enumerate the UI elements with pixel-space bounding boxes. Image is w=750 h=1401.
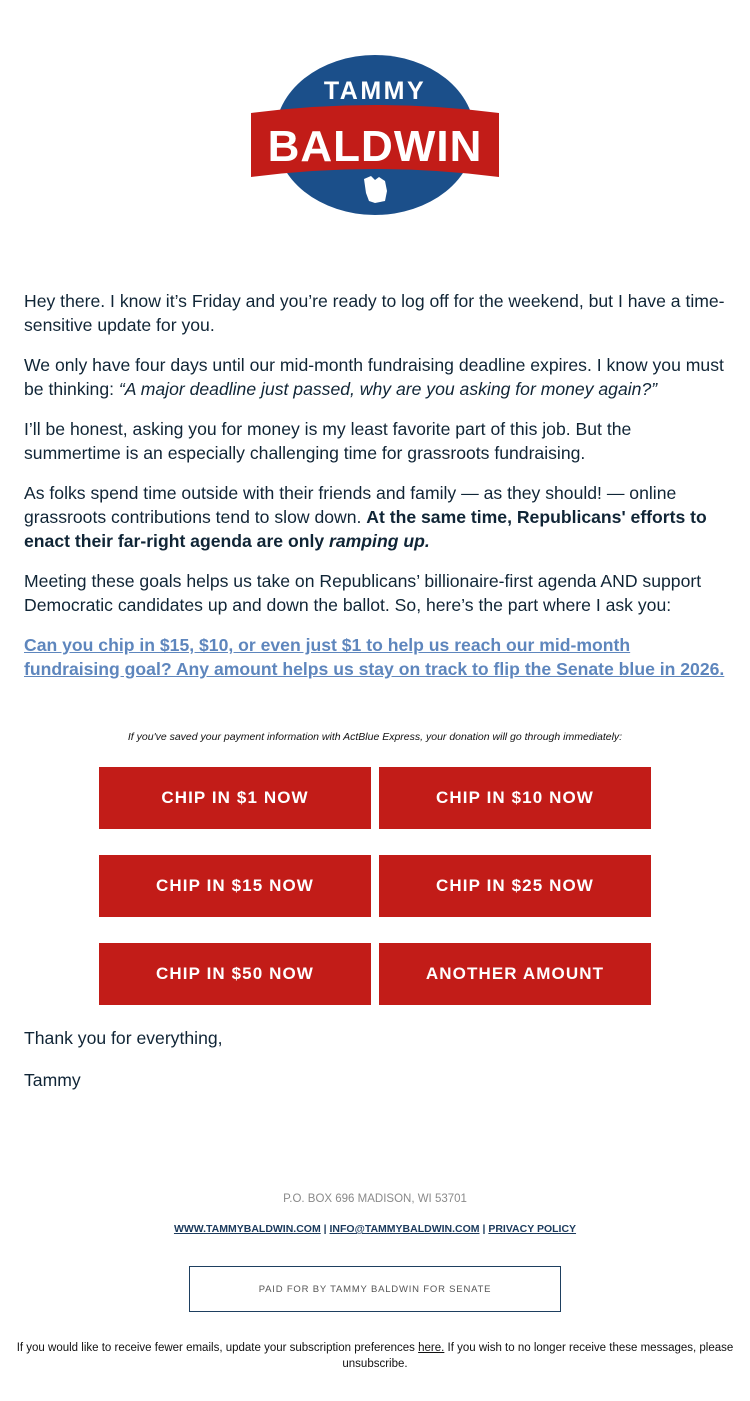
link-separator: |: [479, 1223, 489, 1235]
chip-in-25-button[interactable]: CHIP IN $25 NOW: [379, 855, 651, 917]
paragraph-greeting: Hey there. I know it’s Friday and you’re ready to log off for the weekend, but I have a time-sensitive update for you.: [24, 291, 725, 335]
link-separator: |: [320, 1223, 330, 1235]
footer-address: P.O. BOX 696 MADISON, WI 53701: [283, 1193, 467, 1205]
chip-in-1-button[interactable]: CHIP IN $1 NOW: [99, 767, 371, 829]
email-link[interactable]: INFO@TAMMYBALDWIN.COM: [329, 1223, 480, 1235]
donate-cta-link[interactable]: Can you chip in $15, $10, or even just $1 to help us reach our mid-month fundraising goal? Any amount helps us stay on track to flip the Senate blue in 2026.: [24, 635, 725, 679]
closing-line: Thank you for everything,: [24, 1028, 223, 1048]
paragraph-goals: Meeting these goals helps us take on Republicans’ billionaire-first agenda AND support Democratic candidates up and down the ballot. So, here’s the part where I ask you:: [24, 571, 702, 615]
subscription-preferences-link[interactable]: here.: [418, 1342, 445, 1354]
paragraph-summer: [24, 481, 729, 553]
actblue-express-note: If you've saved your payment information with ActBlue Express, your donation will go through immediately:: [127, 731, 623, 743]
campaign-logo: [249, 55, 501, 217]
email-body: [24, 289, 729, 697]
paragraph-deadline: [24, 353, 729, 401]
chip-in-10-button[interactable]: CHIP IN $10 NOW: [379, 767, 651, 829]
unsub-text-after: If you wish to no longer receive these messages, please unsubscribe.: [342, 1342, 734, 1370]
paragraph-honest: I’ll be honest, asking you for money is my least favorite part of this job. But the summertime is an especially challenging time for grassroots fundraising.: [24, 419, 632, 463]
paragraph-summer-text: As folks spend time outside with their friends and family — as they should! — online grassroots contributions tend to slow down.: [24, 483, 677, 527]
unsub-text-before: If you would like to receive fewer emails, update your subscription preferences: [16, 1342, 419, 1354]
chip-in-50-button[interactable]: CHIP IN $50 NOW: [99, 943, 371, 1005]
website-link[interactable]: WWW.TAMMYBALDWIN.COM: [173, 1223, 321, 1235]
another-amount-button[interactable]: ANOTHER AMOUNT: [379, 943, 651, 1005]
chip-in-15-button[interactable]: CHIP IN $15 NOW: [99, 855, 371, 917]
logo-top-text: TAMMY: [323, 77, 427, 105]
logo-main-text: BALDWIN: [267, 122, 483, 171]
paragraph-summer-emphasis: ramping up.: [329, 531, 430, 551]
paragraph-deadline-text: We only have four days until our mid-month fundraising deadline expires. I know you must be thinking:: [24, 355, 724, 399]
signature: Tammy: [24, 1070, 81, 1090]
paragraph-cta: [24, 633, 729, 681]
unsubscribe-notice: [14, 1340, 736, 1372]
paragraph-deadline-quote: “A major deadline just passed, why are you asking for money again?”: [118, 379, 658, 399]
paid-for-disclaimer: [189, 1266, 561, 1312]
logo-graphic: [249, 55, 501, 217]
privacy-policy-link[interactable]: PRIVACY POLICY: [488, 1223, 577, 1235]
footer-links: [0, 1223, 750, 1235]
paragraph-summer-bold: At the same time, Republicans' efforts to enact their far-right agenda are only: [24, 507, 707, 551]
paid-for-text: PAID FOR BY TAMMY BALDWIN FOR SENATE: [258, 1283, 492, 1295]
